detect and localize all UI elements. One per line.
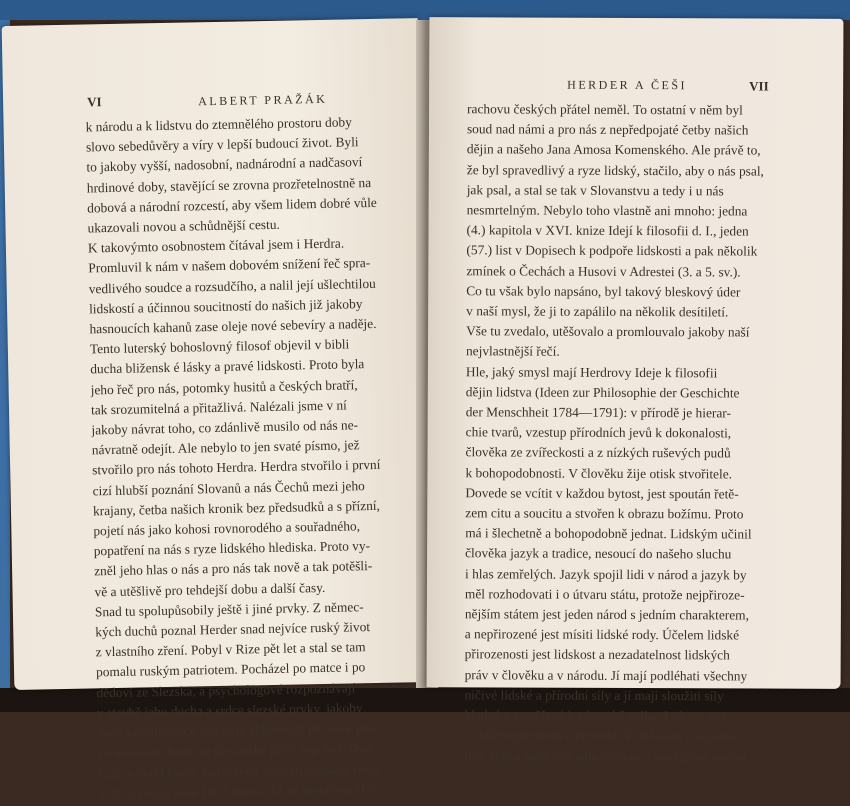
text-line: pojetí nás jako kohosi rovnorodého a souřadného, — [93, 518, 361, 539]
text-line: dobová a národní rozcestí, aby všem lidem dobré vůle — [87, 194, 377, 216]
text-line: nějším státem jest jeden národ s jedním charakterem, — [464, 606, 749, 623]
text-line: dech vystěhovalců pro víru, sklonných již tím k pra- — [97, 720, 378, 741]
text-line: ukazovali novou a schůdnější cestu. — [87, 216, 280, 236]
text-line: i hlas zemřelých. Jazyk spojil lidi v národ a jazyk by — [465, 565, 747, 583]
text-line: vě a utěšlivě pro tehdejší dobu a další časy. — [94, 579, 326, 600]
text-line: Dovede se vcítit v každou bytost, jest spoután řetě- — [465, 485, 739, 502]
text-line: chie tvarů, vzestup přírodních jevů k dokonalosti, — [465, 424, 732, 441]
text-line: ducha bližensk é lásky a pravé lidskosti. Proto byla — [90, 356, 365, 377]
text-line: jakoby návrat toho, co zdánlivě musilo od nás ne- — [91, 417, 359, 438]
text-line: k bohopodobnosti. V člověku žije otisk stvořitele. — [465, 464, 733, 482]
text-line: lidskostí a účinnou soucitností do našich již jakoby — [88, 296, 363, 317]
text-line: dědovi ze Slezska, a psychologové rozpoznávají — [96, 680, 356, 701]
page-number: VII — [749, 78, 769, 94]
text-line: dějin a našeho Jana Amosa Komenského. Ale právě to, — [466, 141, 761, 158]
text-line: stvořilo pro nás tohoto Herdra. Herdra stvořilo i první — [92, 457, 381, 478]
text-line: hrdinové doby, stavějící se zrovna prozřetelnostně na — [86, 174, 372, 196]
running-head: HERDER A ČEŠI — [567, 77, 688, 93]
text-line: člověka ze zvířeckosti a z nízkých ruševých pudů — [465, 444, 731, 461]
text-line: zmínek o Čechách a Husovi v Adrestei (3. a 5. sv.). — [466, 262, 741, 280]
cover-edge-top — [0, 0, 850, 20]
text-line: z vlastního zření. Pobyl v Rize pět let a stal se tam — [95, 639, 366, 660]
text-line: Co tu však bylo napsáno, byl takový bleskový úder — [466, 283, 741, 300]
text-line: měl rozhodovati i o útvaru státu, protože nejpřiroze- — [464, 586, 745, 603]
text-line: jeho řeč pro nás, potomky husitů a českých bratří, — [90, 376, 358, 398]
text-line: K takovýmto osobnostem čítával jsem i Herdra. — [87, 235, 345, 256]
text-line: Hle, jaký smysl mají Herdrovy Ideje k filosofii — [465, 363, 718, 380]
left-page-text — [85, 112, 406, 805]
text-line: nejvlastnější řečí. — [465, 343, 560, 360]
text-line: zem citu a soucitu a stvořen k obrazu božímu. Proto — [465, 505, 744, 522]
text-line: pomalu ruským patriotem. Pocházel po matce i po — [95, 659, 366, 680]
text-line: přirozenosti jest lidskost a nezadatelnost lidských — [464, 646, 730, 663]
text-line: ničivé lidské a přírodní síly a jí mají sloužiti síly — [464, 687, 724, 704]
text-line: kých duchů poznal Herder snad nejvíce ruský život — [95, 619, 371, 640]
text-line: v stavbě jeho ducha a srdce slezské prvky, jakoby — [96, 700, 363, 721]
text-line: v stálém přechodu a přerodu. V dožívání a ožívání — [464, 727, 735, 744]
text-line: jak psal, a stal se tak v Slovanstvu a tedy i u nás — [466, 182, 724, 199]
running-head: ALBERT PRAŽÁK — [198, 91, 328, 109]
text-line: tak srozumitelná a přitažlivá. Nalézali jsme v ní — [90, 397, 347, 418]
text-line: a nepřirozené jest mísiti lidské rody. Účelem lidské — [464, 626, 740, 643]
text-line: má i šlechetně a bohopodobně jednat. Lidským učinil — [465, 525, 752, 542]
text-line: soud nad námi a pro nás z nepředpojaté četby našich — [466, 121, 749, 138]
text-line: slovo sebedůvěry a víry v lepší budoucí život. Byli — [85, 134, 359, 155]
text-line: cizí hlubší poznání Slovanů a nás Čechů mezi jeho — [92, 477, 365, 499]
text-line: Tento luterský bohoslovný filosof objevil v bibli — [89, 336, 350, 357]
text-line: v naší mysl, že ji to zapálilo na několik desítiletí. — [466, 303, 729, 320]
text-line: Promluvil k nám v našem dobovém snížení řeč spra- — [88, 255, 371, 276]
text-line: dějin lidstva (Ideen zur Philosophie der Geschichte — [465, 384, 740, 401]
text-line: (57.) list v Dopisech k podpoře lidskosti a pak několik — [466, 242, 758, 259]
text-line: der Menschheit 1784—1791): v přírodě je hierar- — [465, 404, 732, 421]
left-page — [2, 18, 431, 802]
text-line: rachovu českých přátel neměl. To ostatní v něm byl — [467, 101, 743, 118]
text-line: krajany, četba našich kronik bez předsudků a s přízní, — [92, 497, 381, 519]
text-line: 1785 trvaleji, roku 1803 letmo. Až na hraběnku Har- — [98, 780, 381, 802]
text-line: lidí, vlád a států jest jeho trvalost a souvislost možná — [464, 747, 747, 764]
text-line: Vše tu zvedalo, utěšovalo a promlouvalo jakoby naší — [466, 323, 750, 340]
text-line: práv v člověku a v národu. Jí mají podléhati všechny — [464, 666, 748, 684]
text-line: návratně odejít. Ale nebylo to jen svaté písmo, jež — [91, 437, 360, 458]
right-page — [427, 17, 844, 764]
text-line: vedlivého soudce a rozsudčího, a nalil její ušlechtilou — [88, 275, 376, 297]
text-line: zněl jeho hlas o nás a pro nás tak nově a tak potěšli- — [94, 558, 373, 579]
text-line: že byl spravedlivý a ryze lidský, stačilo, aby o nás psal, — [466, 161, 764, 179]
page-number: VI — [86, 94, 102, 110]
text-line: hasnoucích kahanů zase oleje nové sebevíry a naděje. — [89, 315, 377, 337]
right-page-text — [464, 99, 797, 767]
text-line: to jakoby vyšší, nadosobní, nadnárodní a nadčasoví — [86, 154, 363, 175]
text-line: k národu a k lidstvu do ztemnělého prostoru doby — [85, 114, 352, 135]
text-line: krát se dotkl Čech, Karlových Varů (Karlsbad), roku — [97, 760, 379, 781]
text-line: vé lidskosti. Jinak na slovanské půdě nepobyl. Dva- — [97, 740, 376, 761]
text-line: (4.) kapitola v XVI. knize Idejí k filosofii d. I., jeden — [466, 222, 749, 239]
text-line: člověka jazyk a tradice, nesoucí do našeho sluchu — [465, 545, 732, 562]
text-line: popatření na nás s ryze lidského hlediska. Proto vy- — [93, 538, 371, 559]
text-line: kladné a zaměřené k výstavbě celku. Lidstvo jest — [464, 707, 727, 724]
text-line: Snad tu spolupůsobily ještě i jiné prvky. Z němec- — [94, 599, 364, 620]
text-line: nesmrtelným. Nebylo toho vlastně ani mnoho: jedna — [466, 202, 748, 219]
